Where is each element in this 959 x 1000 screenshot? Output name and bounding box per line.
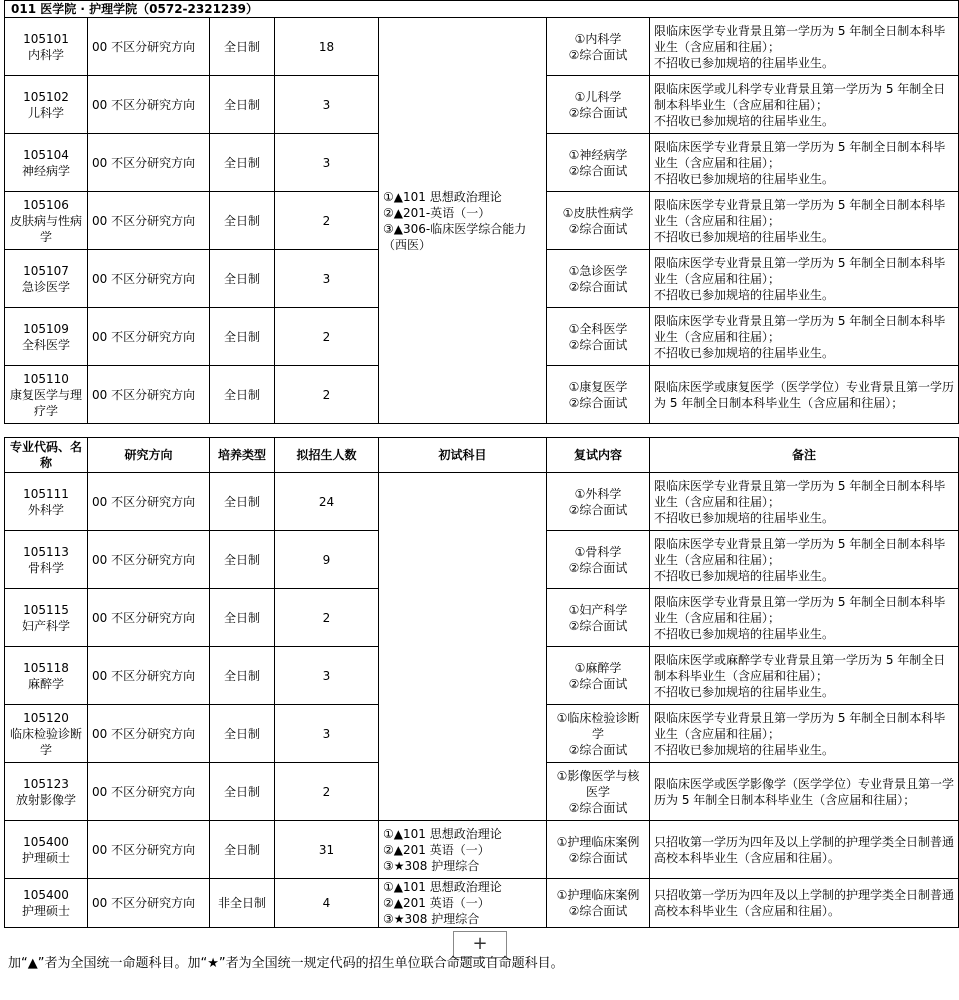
program-code: 105120 — [23, 710, 69, 725]
retest-line: ②综合面试 — [568, 618, 628, 633]
remark-line: 限临床医学专业背景且第一学历为 5 年制全日制本科毕业生（含应届和往届）； — [654, 710, 946, 741]
research-direction: 00 不区分研究方向 — [88, 589, 210, 647]
program-code-name — [5, 76, 88, 134]
exam-subject-line: ②▲201 英语（一） — [383, 842, 490, 857]
enrollment-count: 3 — [275, 76, 379, 134]
program-code: 105104 — [23, 147, 69, 162]
program-code: 105102 — [23, 89, 69, 104]
remark-line: 限临床医学或康复医学（医学学位）专业背景且第一学历为 5 年制全日制本科毕业生（含应届和往届）； — [654, 379, 955, 410]
research-direction: 00 不区分研究方向 — [88, 366, 210, 424]
remark — [650, 366, 959, 424]
retest-line: ②综合面试 — [568, 800, 628, 815]
study-type: 全日制 — [210, 192, 275, 250]
program-code-name — [5, 705, 88, 763]
remark-line: 不招收已参加规培的往届毕业生。 — [654, 113, 835, 128]
program-name: 全科医学 — [21, 337, 70, 352]
program-name: 麻醉学 — [27, 676, 64, 691]
remark-line: 不招收已参加规培的往届毕业生。 — [654, 626, 835, 641]
program-code: 105111 — [23, 486, 69, 501]
study-type: 全日制 — [210, 763, 275, 821]
program-code-name — [5, 763, 88, 821]
research-direction: 00 不区分研究方向 — [88, 821, 210, 879]
exam-subject-line: ③▲306-临床医学综合能力（西医） — [383, 221, 527, 252]
exam-subjects-shared — [379, 473, 547, 821]
remark — [650, 821, 959, 879]
col-header-count: 拟招生人数 — [275, 438, 379, 473]
enrollment-count: 9 — [275, 531, 379, 589]
program-code-name — [5, 879, 88, 928]
remark — [650, 589, 959, 647]
remark — [650, 473, 959, 531]
exam-subject-line: ②▲201-英语（一） — [383, 205, 491, 220]
col-header-direction: 研究方向 — [88, 438, 210, 473]
remark-line: 限临床医学专业背景且第一学历为 5 年制全日制本科毕业生（含应届和往届）； — [654, 313, 946, 344]
col-header-exam: 初试科目 — [379, 438, 547, 473]
program-code: 105110 — [23, 371, 69, 386]
retest-content — [547, 821, 650, 879]
remark-line: 限临床医学专业背景且第一学历为 5 年制全日制本科毕业生（含应届和往届）； — [654, 197, 946, 228]
remark-line: 限临床医学专业背景且第一学历为 5 年制全日制本科毕业生（含应届和往届）； — [654, 255, 946, 286]
program-code: 105106 — [23, 197, 69, 212]
research-direction: 00 不区分研究方向 — [88, 250, 210, 308]
enrollment-count: 31 — [275, 821, 379, 879]
retest-line: ①外科学 — [574, 486, 622, 501]
remark-line: 限临床医学专业背景且第一学历为 5 年制全日制本科毕业生（含应届和往届）； — [654, 478, 946, 509]
program-code: 105101 — [23, 31, 69, 46]
research-direction: 00 不区分研究方向 — [88, 763, 210, 821]
exam-subjects — [379, 879, 547, 928]
study-type: 全日制 — [210, 366, 275, 424]
retest-line: ①影像医学与核医学 — [556, 768, 640, 799]
study-type: 全日制 — [210, 647, 275, 705]
retest-line: ②综合面试 — [568, 279, 628, 294]
exam-subjects — [379, 821, 547, 879]
program-code-name — [5, 134, 88, 192]
remark — [650, 763, 959, 821]
program-name: 皮肤病与性病学 — [9, 213, 82, 244]
retest-line: ②综合面试 — [568, 742, 628, 757]
retest-line: ①护理临床案例 — [556, 834, 640, 849]
retest-line: ①护理临床案例 — [556, 888, 640, 902]
col-header-code: 专业代码、名称 — [5, 438, 88, 473]
retest-line: ①内科学 — [574, 31, 622, 46]
program-name: 护理硕士 — [21, 904, 70, 918]
retest-line: ①康复医学 — [568, 379, 628, 394]
remark-line: 只招收第一学历为四年及以上学制的护理学类全日制普通高校本科毕业生（含应届和往届）。 — [654, 834, 955, 865]
table-row — [5, 879, 959, 928]
enrollment-count: 3 — [275, 250, 379, 308]
research-direction: 00 不区分研究方向 — [88, 18, 210, 76]
program-code: 105400 — [23, 834, 69, 849]
remark-line: 不招收已参加规培的往届毕业生。 — [654, 229, 835, 244]
remark — [650, 134, 959, 192]
research-direction: 00 不区分研究方向 — [88, 192, 210, 250]
enrollment-count: 4 — [275, 879, 379, 928]
program-code-name — [5, 366, 88, 424]
retest-content — [547, 879, 650, 928]
retest-content — [547, 473, 650, 531]
study-type: 全日制 — [210, 589, 275, 647]
enrollment-count: 2 — [275, 366, 379, 424]
program-code: 105113 — [23, 544, 69, 559]
retest-line: ②综合面试 — [568, 47, 628, 62]
retest-content — [547, 134, 650, 192]
retest-line: ①神经病学 — [568, 147, 628, 162]
remark — [650, 647, 959, 705]
program-name: 放射影像学 — [15, 792, 76, 807]
retest-line: ①临床检验诊断学 — [556, 710, 640, 741]
remark-line: 限临床医学或医学影像学（医学学位）专业背景且第一学历为 5 年制全日制本科毕业生（含应届和往届）； — [654, 776, 955, 807]
remark-line: 不招收已参加规培的往届毕业生。 — [654, 287, 835, 302]
retest-line: ①全科医学 — [568, 321, 628, 336]
add-sheet-button[interactable]: + — [453, 931, 507, 958]
table-row — [5, 473, 959, 531]
retest-line: ②综合面试 — [568, 560, 628, 575]
enrollment-count: 3 — [275, 647, 379, 705]
program-code-name — [5, 647, 88, 705]
program-name: 骨科学 — [27, 560, 64, 575]
program-name: 外科学 — [27, 502, 64, 517]
program-code-name — [5, 473, 88, 531]
enrollment-count: 3 — [275, 705, 379, 763]
research-direction: 00 不区分研究方向 — [88, 647, 210, 705]
remark-line: 不招收已参加规培的往届毕业生。 — [654, 171, 835, 186]
remark — [650, 879, 959, 928]
remark-line: 不招收已参加规培的往届毕业生。 — [654, 345, 835, 360]
remark-line: 限临床医学专业背景且第一学历为 5 年制全日制本科毕业生（含应届和往届）； — [654, 23, 946, 54]
program-name: 儿科学 — [27, 105, 64, 120]
enrollment-count: 18 — [275, 18, 379, 76]
research-direction: 00 不区分研究方向 — [88, 705, 210, 763]
research-direction: 00 不区分研究方向 — [88, 308, 210, 366]
exam-subjects-shared — [379, 18, 547, 424]
retest-line: ①皮肤性病学 — [562, 205, 634, 220]
program-name: 妇产科学 — [21, 618, 70, 633]
study-type: 全日制 — [210, 18, 275, 76]
table-row — [5, 821, 959, 879]
exam-subject-line: ①▲101 思想政治理论 — [383, 826, 502, 841]
retest-content — [547, 192, 650, 250]
retest-line: ①儿科学 — [574, 89, 622, 104]
school-header: 011 医学院 · 护理学院（0572-2321239） — [5, 1, 959, 18]
study-type: 全日制 — [210, 821, 275, 879]
retest-content — [547, 250, 650, 308]
study-type: 全日制 — [210, 76, 275, 134]
remark — [650, 531, 959, 589]
exam-subject-line: ③★308 护理综合 — [383, 858, 480, 873]
retest-line: ②综合面试 — [568, 850, 628, 865]
retest-line: ②综合面试 — [568, 676, 628, 691]
footnote: 加“▲”者为全国统一命题科目。加“★”者为全国统一规定代码的招生单位联合命题或自命题科目。 — [8, 956, 564, 971]
study-type: 全日制 — [210, 705, 275, 763]
remark-line: 限临床医学专业背景且第一学历为 5 年制全日制本科毕业生（含应届和往届）； — [654, 594, 946, 625]
remark-line: 不招收已参加规培的往届毕业生。 — [654, 684, 835, 699]
enrollment-count: 24 — [275, 473, 379, 531]
remark-line: 不招收已参加规培的往届毕业生。 — [654, 55, 835, 70]
program-name: 急诊医学 — [21, 279, 70, 294]
enrollment-count: 3 — [275, 134, 379, 192]
program-code-name — [5, 250, 88, 308]
research-direction: 00 不区分研究方向 — [88, 76, 210, 134]
research-direction: 00 不区分研究方向 — [88, 879, 210, 928]
enrollment-count: 2 — [275, 308, 379, 366]
program-name: 康复医学与理疗学 — [9, 387, 82, 418]
study-type: 全日制 — [210, 250, 275, 308]
retest-content — [547, 76, 650, 134]
retest-content — [547, 763, 650, 821]
retest-line: ②综合面试 — [568, 395, 628, 410]
study-type: 非全日制 — [210, 879, 275, 928]
remark-line: 限临床医学或儿科学专业背景且第一学历为 5 年制全日制本科毕业生（含应届和往届）； — [654, 81, 946, 112]
exam-subject-line: ③★308 护理综合 — [383, 912, 480, 926]
table-row — [5, 18, 959, 76]
retest-line: ①急诊医学 — [568, 263, 628, 278]
program-code-name — [5, 531, 88, 589]
remark — [650, 18, 959, 76]
program-code-name — [5, 192, 88, 250]
retest-content — [547, 308, 650, 366]
remark-line: 只招收第一学历为四年及以上学制的护理学类全日制普通高校本科毕业生（含应届和往届）。 — [654, 888, 955, 918]
program-code-name — [5, 821, 88, 879]
program-code: 105115 — [23, 602, 69, 617]
retest-line: ②综合面试 — [568, 163, 628, 178]
program-code: 105400 — [23, 888, 69, 902]
remark-line: 不招收已参加规培的往届毕业生。 — [654, 568, 835, 583]
program-code: 105123 — [23, 776, 69, 791]
program-code-name — [5, 589, 88, 647]
retest-line: ②综合面试 — [568, 221, 628, 236]
retest-content — [547, 531, 650, 589]
retest-content — [547, 647, 650, 705]
retest-content — [547, 705, 650, 763]
column-header-row — [5, 438, 959, 473]
program-name: 临床检验诊断学 — [9, 726, 82, 757]
research-direction: 00 不区分研究方向 — [88, 531, 210, 589]
remark-line: 限临床医学专业背景且第一学历为 5 年制全日制本科毕业生（含应届和往届）； — [654, 139, 946, 170]
program-code: 105118 — [23, 660, 69, 675]
enrollment-count: 2 — [275, 589, 379, 647]
program-table-bottom — [4, 437, 959, 928]
study-type: 全日制 — [210, 308, 275, 366]
remark-line: 限临床医学或麻醉学专业背景且第一学历为 5 年制全日制本科毕业生（含应届和往届）； — [654, 652, 946, 683]
program-code-name — [5, 308, 88, 366]
exam-subject-line: ②▲201 英语（一） — [383, 896, 490, 910]
remark-line: 限临床医学专业背景且第一学历为 5 年制全日制本科毕业生（含应届和往届）； — [654, 536, 946, 567]
study-type: 全日制 — [210, 531, 275, 589]
program-code-name — [5, 18, 88, 76]
exam-subject-line: ①▲101 思想政治理论 — [383, 880, 502, 894]
col-header-type: 培养类型 — [210, 438, 275, 473]
retest-line: ②综合面试 — [568, 105, 628, 120]
retest-line: ②综合面试 — [568, 502, 628, 517]
col-header-retest: 复试内容 — [547, 438, 650, 473]
retest-content — [547, 366, 650, 424]
retest-line: ①骨科学 — [574, 544, 622, 559]
program-name: 神经病学 — [21, 163, 70, 178]
program-name: 内科学 — [27, 47, 64, 62]
retest-line: ②综合面试 — [568, 904, 628, 918]
program-name: 护理硕士 — [21, 850, 70, 865]
remark-line: 不招收已参加规培的往届毕业生。 — [654, 742, 835, 757]
enrollment-count: 2 — [275, 192, 379, 250]
program-code: 105107 — [23, 263, 69, 278]
enrollment-count: 2 — [275, 763, 379, 821]
retest-content — [547, 589, 650, 647]
remark — [650, 705, 959, 763]
remark-line: 不招收已参加规培的往届毕业生。 — [654, 510, 835, 525]
remark — [650, 250, 959, 308]
retest-line: ①麻醉学 — [574, 660, 622, 675]
remark — [650, 308, 959, 366]
program-code: 105109 — [23, 321, 69, 336]
retest-content — [547, 18, 650, 76]
remark — [650, 192, 959, 250]
exam-subject-line: ①▲101 思想政治理论 — [383, 189, 502, 204]
research-direction: 00 不区分研究方向 — [88, 473, 210, 531]
study-type: 全日制 — [210, 473, 275, 531]
col-header-remark: 备注 — [650, 438, 959, 473]
program-table-top — [4, 0, 959, 424]
retest-line: ②综合面试 — [568, 337, 628, 352]
retest-line: ①妇产科学 — [568, 602, 628, 617]
remark — [650, 76, 959, 134]
study-type: 全日制 — [210, 134, 275, 192]
research-direction: 00 不区分研究方向 — [88, 134, 210, 192]
